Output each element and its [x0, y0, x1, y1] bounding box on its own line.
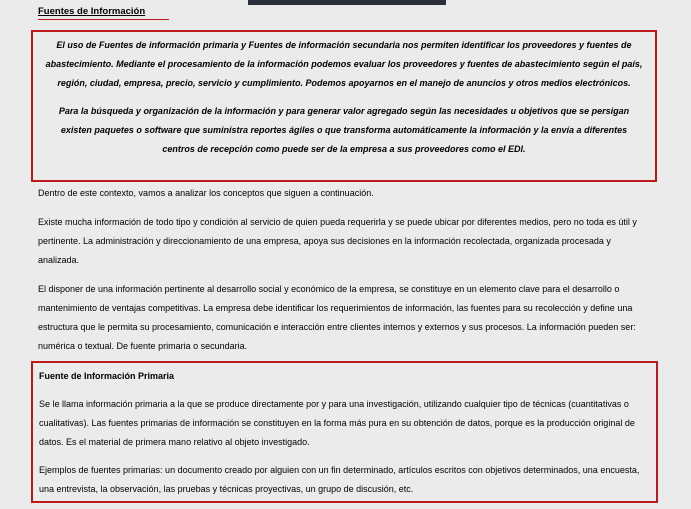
- body-paragraph-context: Dentro de este contexto, vamos a analizar los conceptos que siguen a continuación.: [38, 188, 374, 198]
- body-paragraph-information: Existe mucha información de todo tipo y condición al servicio de quien pueda requerirla y se puede ubicar por diferentes medios, pero no toda es útil y pertinente. La administración y direccionamiento de una empresa, apoya sus decisiones en la información recolectada, organizada procesada y analizada.: [38, 217, 637, 265]
- body-paragraph-relevance: El disponer de una información pertinente al desarrollo social y económico de la empresa, se constituye en un elemento clave para el desarrollo o mantenimiento de ventajas competitivas. La empresa debe identificar los requerimientos de información, las fuentes para su recolección y define una estructura que le permita su procesamiento, comunicación e interacción entre clientes internos y externos y sus procesos. La información pueden ser: numérica o textual. De fuente primaria o secundaria.: [38, 284, 636, 351]
- intro-paragraph-2: Para la búsqueda y organización de la información y para generar valor agregado según las necesidades u objetivos que se persigan existen paquetes o software que suministra reportes ágiles o que transforma automáticamente la información y la envía a diferentes centros de recepción como puede ser de la empresa a sus proveedores como el EDI.: [58, 106, 630, 154]
- primary-source-definition: Se le llama información primaria a la que se produce directamente por y para una investigación, utilizando cualquier tipo de técnicas (cuantitativas o cualitativas). Las fuentes primarias de información se constituyen en la forma más pura en su obtención de datos, porque es la producción original de datos. Es el material de primera mano relativo al objeto investigado.: [39, 399, 635, 447]
- header-image-strip: [248, 0, 446, 5]
- intro-highlight-box: [31, 30, 657, 182]
- primary-source-box: [31, 361, 658, 503]
- page-title: Fuentes de Información: [38, 6, 169, 20]
- primary-source-examples: Ejemplos de fuentes primarias: un documento creado por alguien con un fin determinado, artículos escritos con objetivos determinados, una encuesta, una entrevista, la observación, las pruebas y técnicas proyectivas, un grupo de discusión, etc.: [39, 465, 640, 494]
- primary-source-title: Fuente de Información Primaria: [39, 371, 175, 381]
- intro-paragraph-1: El uso de Fuentes de información primaria y Fuentes de información secundaria nos permiten identificar los proveedores y fuentes de abastecimiento. Mediante el procesamiento de la información podemos evaluar los proveedores y fuentes de abastecimiento según el país, región, ciudad, empresa, precio, servicio y cumplimiento. Podemos apoyarnos en el manejo de anuncios y otros medios electrónicos.: [45, 40, 643, 88]
